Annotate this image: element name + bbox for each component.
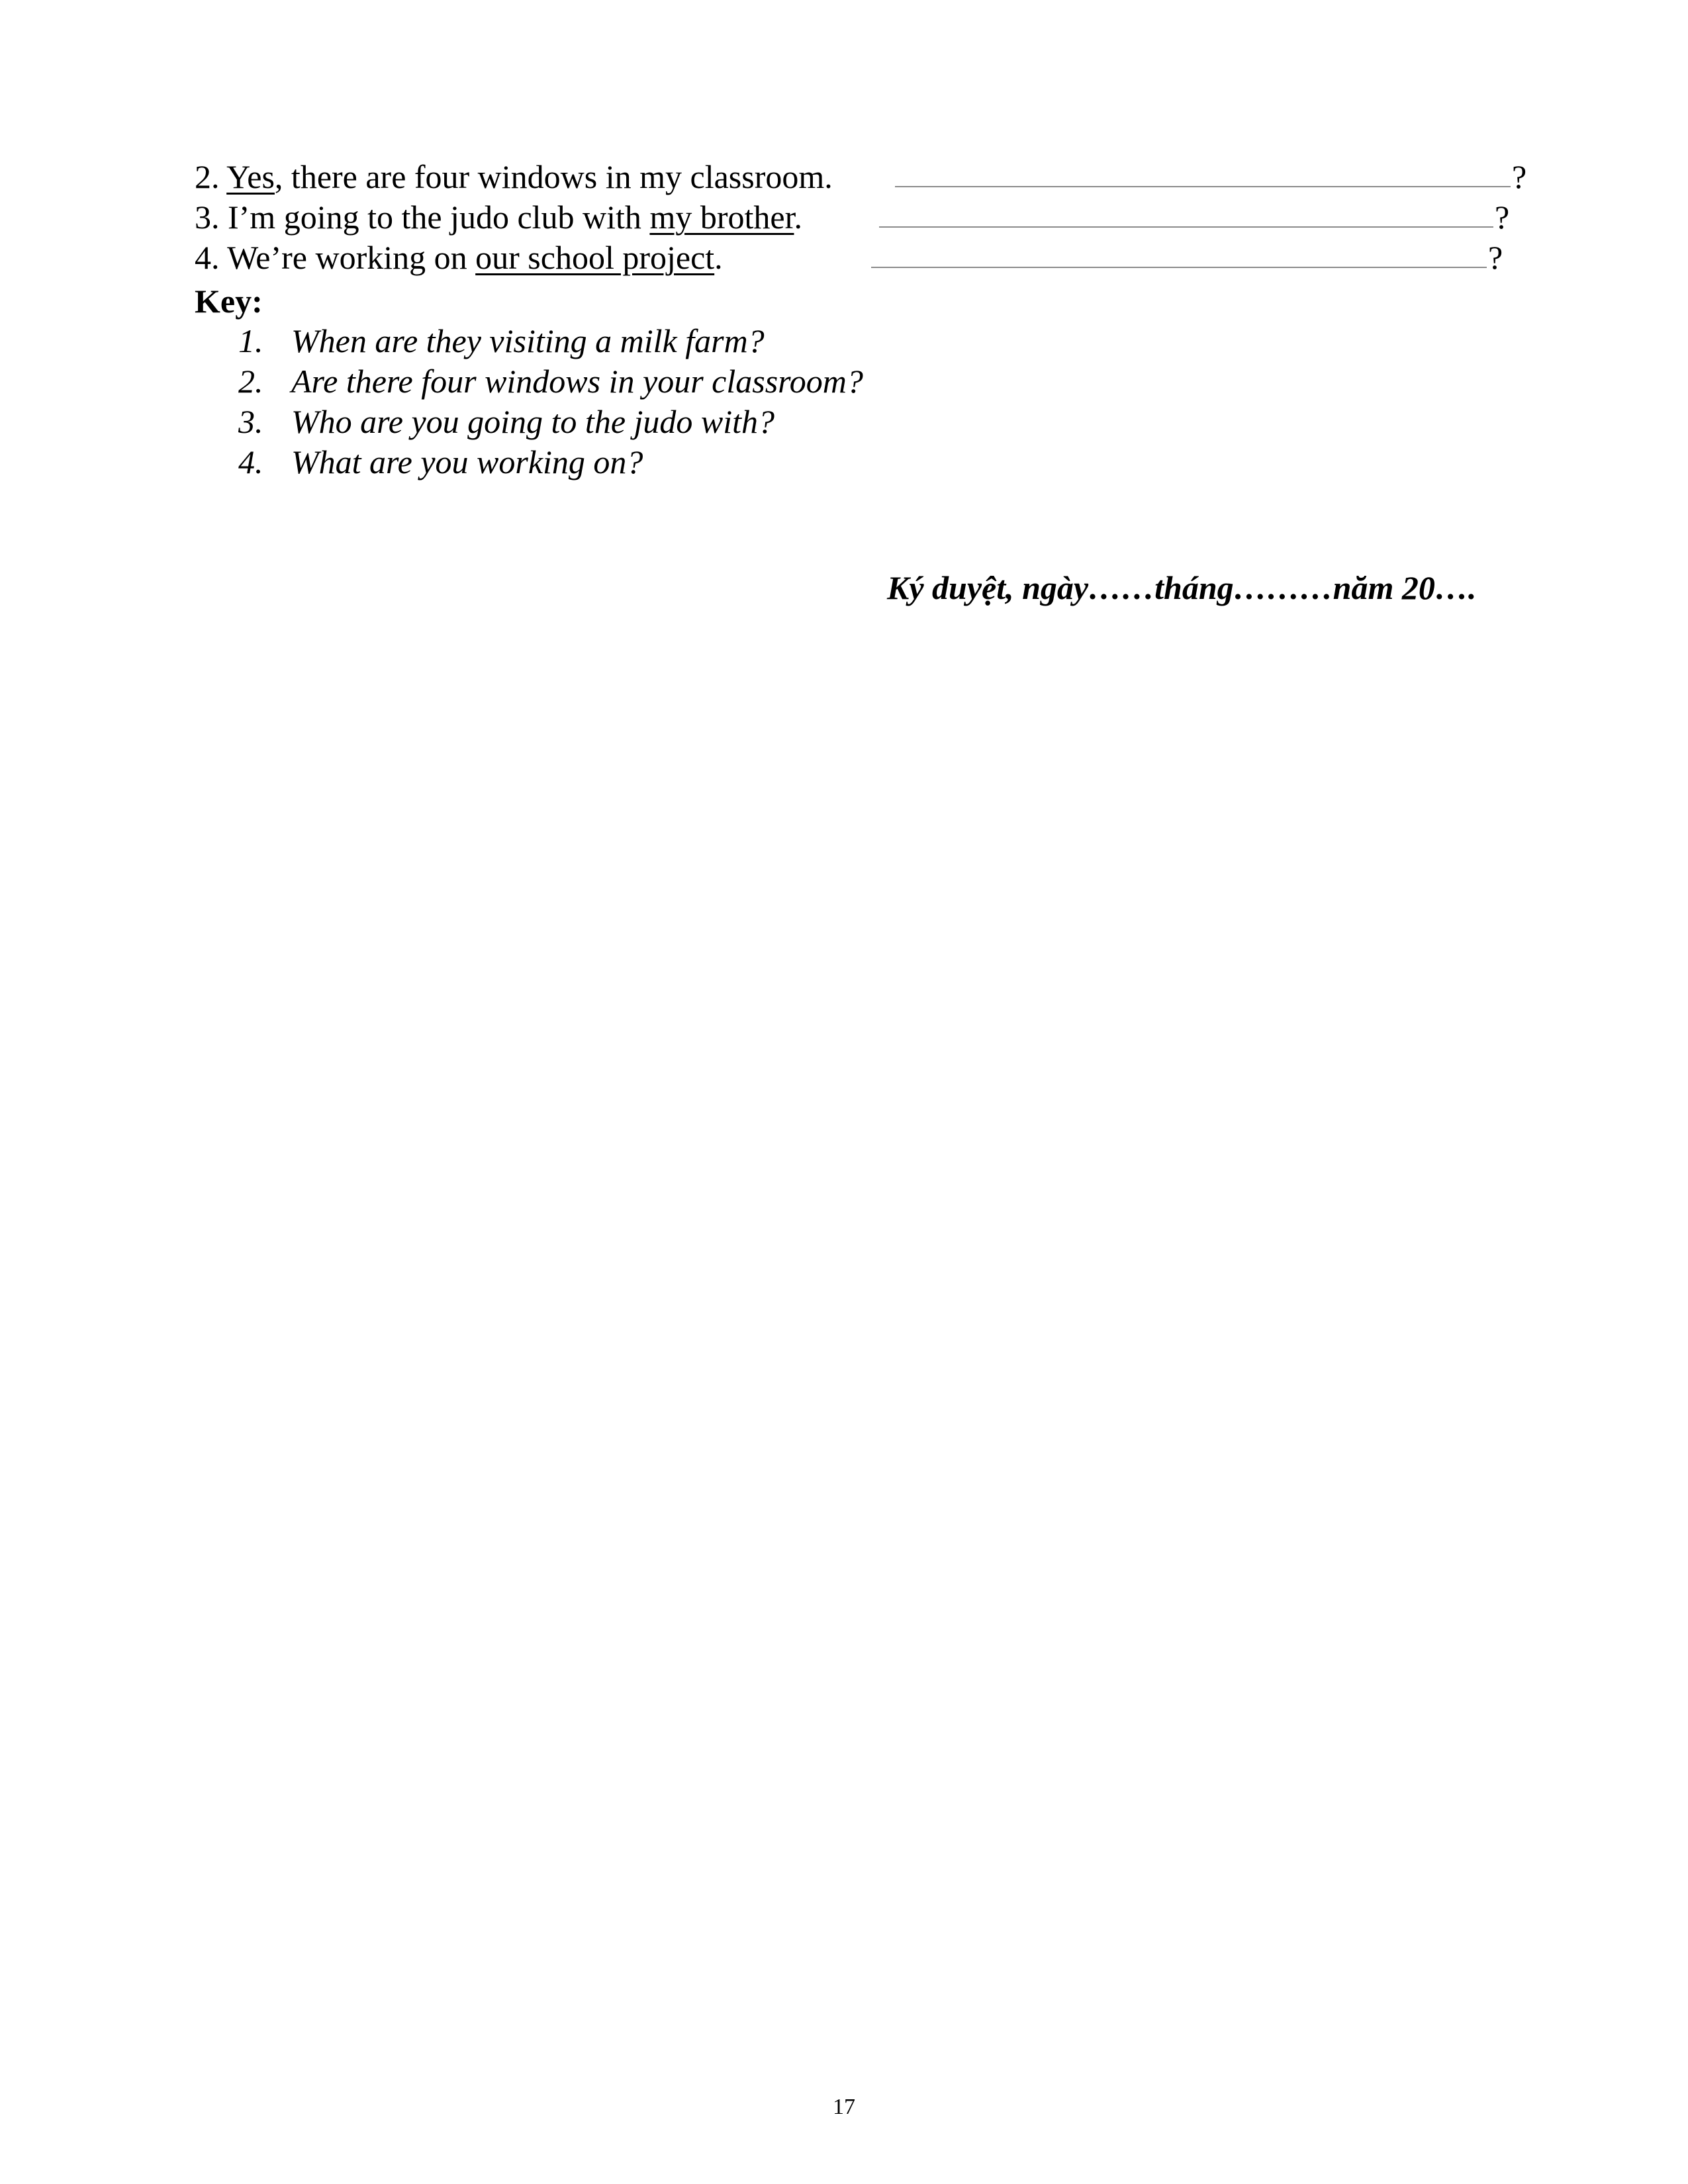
- item-number: 3.: [195, 199, 220, 236]
- item-number: 4.: [195, 239, 220, 276]
- item-number: 2.: [195, 158, 220, 195]
- key-item-number: 4.: [238, 443, 263, 480]
- underlined-answer: my brother: [649, 199, 794, 236]
- exercise-item-4: [195, 238, 723, 277]
- answer-blank-4[interactable]: [871, 267, 1487, 268]
- exercise-item-2: [195, 157, 833, 197]
- question-mark: ?: [1495, 199, 1510, 236]
- key-item-text: Are there four windows in your classroom?: [291, 363, 863, 400]
- sentence-end: .: [794, 199, 802, 236]
- page-number: 17: [833, 2095, 855, 2119]
- exercise-item-3: [195, 197, 802, 237]
- key-item-text: Who are you going to the judo with?: [291, 403, 775, 440]
- question-mark: ?: [1512, 158, 1527, 195]
- key-item-number: 1.: [238, 322, 263, 359]
- key-heading: Key:: [195, 283, 263, 320]
- key-item-number: 3.: [238, 403, 263, 440]
- sentence-text: , there are four windows in my classroom.: [274, 158, 833, 195]
- answer-blank-2[interactable]: [895, 186, 1511, 187]
- key-item-text: What are you working on?: [291, 443, 643, 480]
- question-mark: ?: [1488, 239, 1503, 276]
- underlined-answer: Yes: [226, 158, 275, 195]
- underlined-answer: our school project: [475, 239, 715, 276]
- key-item-text: When are they visiting a milk farm?: [291, 322, 765, 359]
- answer-blank-3[interactable]: [879, 226, 1493, 228]
- key-item-number: 2.: [238, 363, 263, 400]
- sentence-text: We’re working on: [227, 239, 476, 276]
- sentence-end: .: [714, 239, 723, 276]
- sentence-text: I’m going to the judo club with: [228, 199, 650, 236]
- approval-signature-line: Ký duyệt, ngày……tháng………năm 20….: [887, 569, 1477, 606]
